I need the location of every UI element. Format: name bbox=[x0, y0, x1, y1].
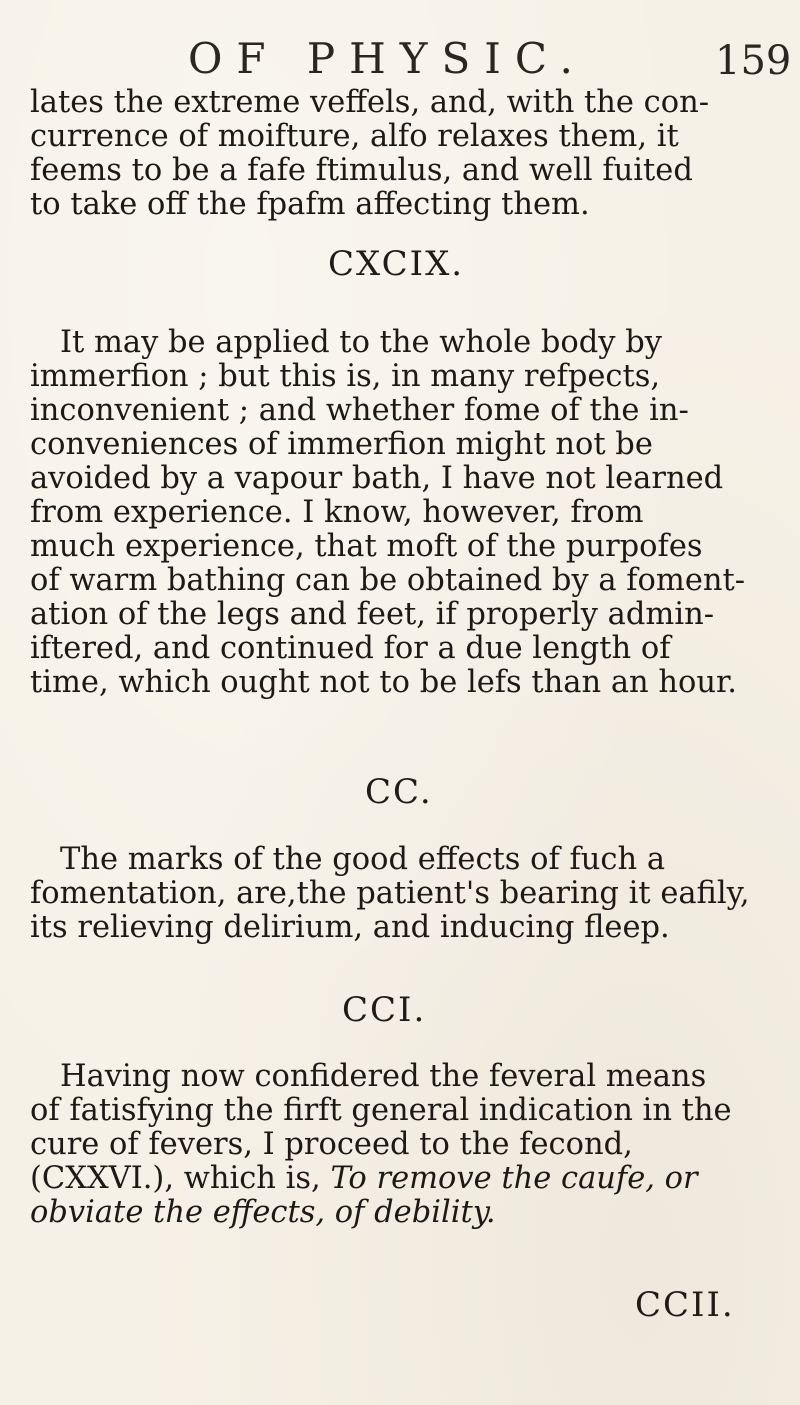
section-heading-cci: CCI. bbox=[342, 990, 427, 1030]
text-line: immerfion ; but this is, in many refpects, bbox=[30, 359, 661, 394]
catchword: CCII. bbox=[635, 1285, 735, 1325]
section-heading-cc: CC. bbox=[365, 772, 433, 812]
text-line: Having now confidered the feveral means bbox=[60, 1059, 707, 1094]
text-line: from experience. I know, however, from bbox=[30, 495, 644, 530]
text-line: conveniences of immerfion might not be bbox=[30, 427, 653, 462]
text-line: of fatisfying the firft general indication in the bbox=[30, 1093, 732, 1128]
text-line: The marks of the good effects of fuch a bbox=[60, 842, 666, 877]
section-heading-cxcix: CXCIX. bbox=[328, 244, 465, 284]
text-line: cure of fevers, I proceed to the fecond, bbox=[30, 1127, 633, 1162]
text-line: of warm bathing can be obtained by a foment- bbox=[30, 563, 746, 598]
paragraph-cxcix bbox=[30, 326, 775, 700]
text-line: iftered, and continued for a due length of bbox=[30, 631, 671, 666]
text-line: lates the extreme veffels, and, with the con- bbox=[30, 85, 710, 120]
text-line: much experience, that moft of the purpofes bbox=[30, 529, 703, 564]
paragraph-cc bbox=[30, 843, 775, 945]
text-line: feems to be a fafe ftimulus, and well fuited bbox=[30, 153, 693, 188]
text-line: currence of moifture, alfo relaxes them, it bbox=[30, 119, 679, 154]
text-line bbox=[30, 1162, 775, 1196]
text-line: to take off the fpafm affecting them. bbox=[30, 187, 590, 222]
paragraph-continuation bbox=[30, 86, 775, 222]
text-line: fomentation, are,the patient's bearing it eafily, bbox=[30, 876, 750, 911]
text-line: time, which ought not to be lefs than an hour. bbox=[30, 665, 737, 700]
text-line: It may be applied to the whole body by bbox=[60, 325, 662, 360]
text-line: ation of the legs and feet, if properly admin- bbox=[30, 597, 715, 632]
italic-text-run: To remove the caufe, or bbox=[330, 1161, 698, 1196]
page-number: 159 bbox=[715, 38, 792, 84]
running-head: OF PHYSIC. bbox=[188, 34, 587, 83]
text-line: inconvenient ; and whether fome of the in- bbox=[30, 393, 689, 428]
text-line: its relieving delirium, and inducing fleep. bbox=[30, 910, 670, 945]
text-run: (CXXVI.), which is, bbox=[30, 1161, 321, 1196]
italic-text-line: obviate the effects, of debility. bbox=[30, 1195, 496, 1230]
text-line: avoided by a vapour bath, I have not learned bbox=[30, 461, 724, 496]
paragraph-cci bbox=[30, 1060, 775, 1230]
